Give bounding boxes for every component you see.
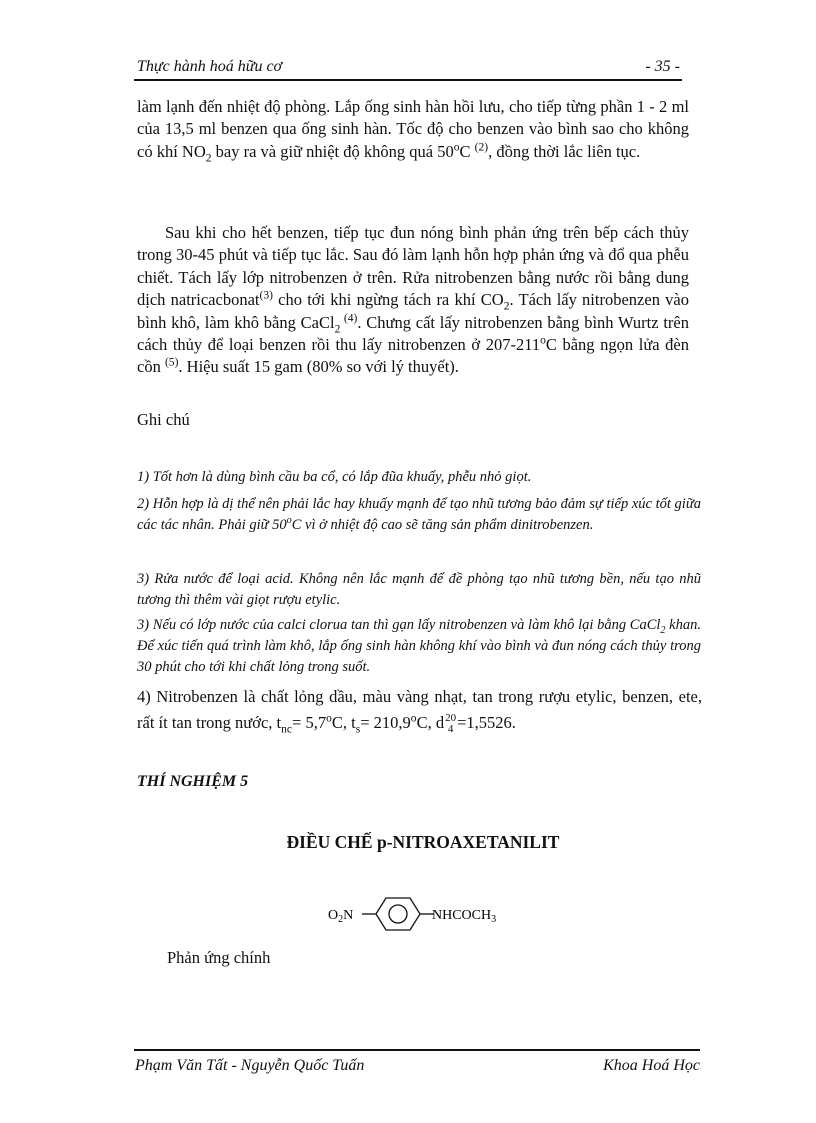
paragraph-1: làm lạnh đến nhiệt độ phòng. Lắp ống sinh hàn hồi lưu, cho tiếp từng phần 1 - 2 ml của 13,5 ml benzen qua ống sinh hàn. Tốc độ cho benzen vào bình sao cho không có khí $NO_2$ bay ra và giữ nhiệt độ không quá 50$^o$C $^{(2)}$, đồng thời lắc liên tục. <box>137 97 689 165</box>
experiment-title: ĐIỀU CHẾ p-NITROAXETANILIT <box>286 832 560 852</box>
note-4-italic: 3) Nếu có lớp nước của calci clorua tan thì gạn lấy nitrobenzen và làm khô lại bằng CaCl$_2$ khan. Để xúc tiến quá trình làm khô, lắp ống sinh hàn không khí vào bình và đun nóng cách thủy trong 30 phút cho tới khi chất lỏng trong suốt. <box>137 617 701 675</box>
density-fraction: 20 4 <box>445 712 457 736</box>
note-2: 2) Hỗn hợp là dị thể nên phải lắc hay khuấy mạnh để tạo nhũ tương bảo đảm sự tiếp xúc tốt giữa các tác nhân. Phải giữ 50$^o$C vì ở nhiệt độ cao sẽ tăng sản phẩm dinitrobenzen. <box>137 496 701 533</box>
note-3: 3) Rửa nước để loại acid. Không nên lắc mạnh để đề phòng tạo nhũ tương bền, nếu tạo nhũ tương thì thêm vài giọt rượu etylic. <box>137 571 701 608</box>
benzene-ring <box>376 898 420 930</box>
amide-group-label: $NHCOCH_3$ <box>432 908 497 925</box>
notes-heading: Ghi chú <box>137 410 190 429</box>
footer-authors: Phạm Văn Tất - Nguyễn Quốc Tuấn <box>135 1057 365 1074</box>
benzene-ring-diagram <box>320 895 520 939</box>
header-title: Thực hành hoá hữu cơ <box>137 58 283 75</box>
experiment-label: THÍ NGHIỆM 5 <box>137 773 249 790</box>
nitro-group-label: $O_2N$ <box>328 908 354 925</box>
footer-rule <box>134 1049 700 1051</box>
note-1: 1) Tốt hơn là dùng bình cầu ba cổ, có lắp đũa khuấy, phễu nhỏ giọt. <box>137 469 532 485</box>
reaction-label: Phản ứng chính <box>167 948 271 967</box>
footer-department: Khoa Hoá Học <box>603 1057 700 1074</box>
page-number: - 35 - <box>645 58 680 75</box>
note-4-properties: 4) Nitrobenzen là chất lỏng dầu, màu vàng nhạt, tan trong rượu etylic, benzen, ete, rất ít tan trong nước, $t_{nc}= 5,7^oC$, $t_s= 210,9^oC$, d 20 4 =1,5526. <box>137 687 702 736</box>
header-rule <box>134 79 682 81</box>
chemical-structure <box>320 895 520 939</box>
paragraph-2: Sau khi cho hết benzen, tiếp tục đun nóng bình phản ứng trên bếp cách thủy trong 30-45 phút và tiếp tục lắc. Sau đó làm lạnh hỗn hợp phản ứng và đổ qua phễu chiết. Tách lấy lớp nitrobenzen ở trên. Rửa nitrobenzen bằng nước rồi bằng dung dịch natricacbonat$^{(3)}$ cho tới khi ngừng tách ra khí $CO_2$. Tách lấy nitrobenzen vào bình khô, làm khô bằng CaCl$_2$ $^{(4)}$. Chưng cất lấy nitrobenzen bằng bình Wurtz trên cách thủy để loại benzen rồi thu lấy nitrobenzen ở 207-211$^o$C bằng ngọn lửa đèn cồn $^{(5)}$. Hiệu suất 15 gam (80% so với lý thuyết). <box>137 223 689 377</box>
